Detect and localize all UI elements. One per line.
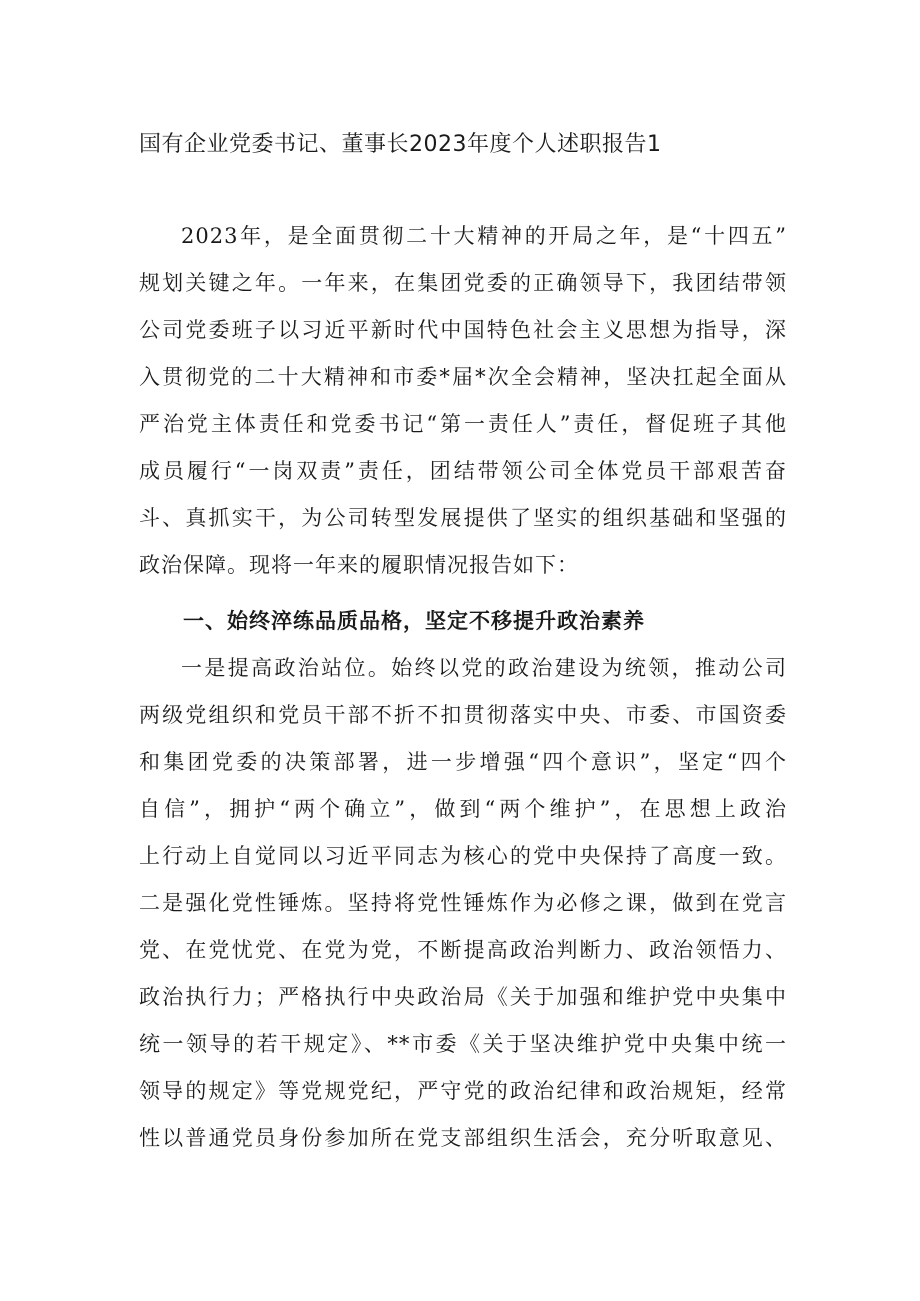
text-line: 和集团党委的决策部署，进一步增强“四个意识”，坚定“四个 [139,750,787,774]
text-line: 2023年，是全面贯彻二十大精神的开局之年，是“十四五” [181,224,787,248]
document-title: 国有企业党委书记、董事长2023年度个人述职报告1 [139,132,662,157]
text-line: 两级党组织和党员干部不折不扣贯彻落实中央、市委、市国资委 [139,703,787,727]
text-line: 成员履行“一岗双责”责任，团结带领公司全体党员干部艰苦奋 [139,459,787,483]
section-heading: 一、始终淬练品质品格，坚定不移提升政治素养 [183,609,645,633]
text-line: 统一领导的若干规定》、**市委《关于坚决维护党中央集中统一 [139,1032,787,1056]
text-line: 党、在党忧党、在党为党，不断提高政治判断力、政治领悟力、 [139,938,787,962]
text-line: 上行动上自觉同以习近平同志为核心的党中央保持了高度一致。 [139,844,787,868]
text-line: 政治保障。现将一年来的履职情况报告如下： [139,553,579,577]
text-line: 领导的规定》等党规党纪，严守党的政治纪律和政治规矩，经常 [139,1079,787,1103]
paragraph-section1 [139,645,787,1162]
text-line: 自信”，拥护“两个确立”，做到“两个维护”，在思想上政治 [139,797,787,821]
text-line: 严治党主体责任和党委书记“第一责任人”责任，督促班子其他 [139,412,787,436]
text-line: 二是强化党性锤炼。坚持将党性锤炼作为必修之课，做到在党言 [139,891,787,915]
text-line: 入贯彻党的二十大精神和市委*届*次全会精神，坚决扛起全面从 [139,365,787,389]
text-line: 一是提高政治站位。始终以党的政治建设为统领，推动公司 [181,656,787,680]
text-line: 公司党委班子以习近平新时代中国特色社会主义思想为指导，深 [139,318,787,342]
text-line: 斗、真抓实干，为公司转型发展提供了坚实的组织基础和坚强的 [139,506,787,530]
text-line: 规划关键之年。一年来，在集团党委的正确领导下，我团结带领 [139,271,787,295]
text-line: 政治执行力；严格执行中央政治局《关于加强和维护党中央集中 [139,985,787,1009]
text-line: 性以普通党员身份参加所在党支部组织生活会，充分听取意见、 [139,1126,787,1150]
paragraph-intro [139,213,787,589]
